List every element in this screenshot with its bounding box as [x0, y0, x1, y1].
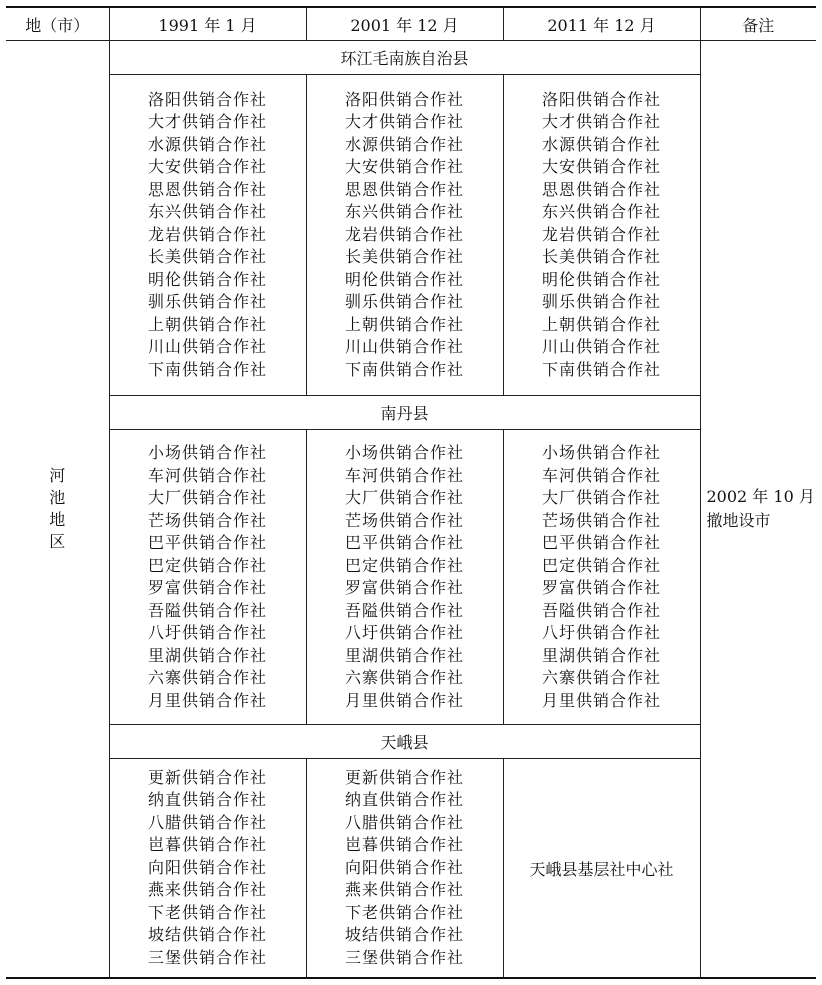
region-cell — [6, 41, 109, 979]
cooperative-name: 芒场供销合作社 — [344, 510, 464, 530]
cooperative-name: 下老供销合作社 — [344, 902, 464, 922]
cooperative-name: 巴平供销合作社 — [147, 533, 267, 552]
county-list-row — [6, 759, 816, 979]
county-row — [6, 41, 816, 75]
cooperative-name: 车河供销合作社 — [147, 465, 267, 485]
cooperative-name: 八圩供销合作社 — [344, 623, 464, 642]
cooperative-name: 里湖供销合作社 — [147, 645, 267, 665]
cooperative-name: 川山供销合作社 — [541, 337, 661, 357]
cooperative-name: 月里供销合作社 — [344, 690, 464, 710]
cooperative-name: 明伦供销合作社 — [344, 269, 464, 289]
county-row — [6, 725, 816, 759]
cooperative-name: 龙岩供销合作社 — [147, 224, 267, 244]
cooperatives-table — [6, 6, 816, 979]
cooperative-name: 下老供销合作社 — [147, 902, 267, 922]
cooperative-name: 罗富供销合作社 — [541, 578, 661, 597]
cooperative-name: 岜暮供销合作社 — [344, 835, 464, 855]
cooperative-name: 六寨供销合作社 — [541, 668, 661, 687]
cooperative-name: 小场供销合作社 — [344, 443, 464, 462]
list-1991 — [109, 75, 306, 396]
cooperative-name: 八圩供销合作社 — [147, 623, 267, 642]
cooperative-name: 驯乐供销合作社 — [344, 292, 464, 312]
cooperative-name: 龙岩供销合作社 — [344, 224, 464, 244]
cooperative-name: 川山供销合作社 — [147, 337, 267, 357]
list-2011 — [503, 430, 700, 725]
cooperative-name: 巴定供销合作社 — [541, 555, 661, 575]
cooperative-name: 八圩供销合作社 — [541, 623, 661, 642]
cooperative-name: 川山供销合作社 — [344, 337, 464, 357]
cooperative-name: 三堡供销合作社 — [147, 947, 267, 967]
cooperative-name: 长美供销合作社 — [344, 247, 464, 267]
cooperative-name: 更新供销合作社 — [147, 767, 267, 787]
cooperative-name: 大安供销合作社 — [147, 157, 267, 177]
cooperative-name: 水源供销合作社 — [541, 134, 661, 154]
cooperative-name: 大厂供销合作社 — [541, 488, 661, 507]
cooperative-name: 八腊供销合作社 — [147, 812, 267, 832]
cooperative-name: 长美供销合作社 — [147, 247, 267, 267]
cooperative-name: 吾隘供销合作社 — [541, 600, 661, 620]
cooperative-name: 向阳供销合作社 — [147, 857, 267, 877]
remark-cell: 2002 年 10 月撤地设市 — [700, 41, 816, 979]
cooperative-name: 思恩供销合作社 — [344, 179, 464, 199]
cooperative-name: 巴平供销合作社 — [344, 533, 464, 552]
cooperative-name: 驯乐供销合作社 — [147, 292, 267, 312]
cooperative-name: 水源供销合作社 — [344, 134, 464, 154]
cooperative-name: 大才供销合作社 — [147, 112, 267, 132]
list-1991 — [109, 759, 306, 979]
cooperative-name: 六寨供销合作社 — [147, 668, 267, 687]
cooperative-name: 东兴供销合作社 — [147, 202, 267, 222]
list-2011 — [503, 75, 700, 396]
cooperative-name: 罗富供销合作社 — [147, 578, 267, 597]
cooperative-name: 巴定供销合作社 — [344, 555, 464, 575]
cooperative-name: 大厂供销合作社 — [147, 488, 267, 507]
cooperative-name: 洛阳供销合作社 — [147, 89, 267, 109]
cooperative-name: 坡结供销合作社 — [147, 925, 267, 945]
cooperative-name: 东兴供销合作社 — [541, 202, 661, 222]
cooperative-name: 上朝供销合作社 — [147, 314, 267, 334]
cooperative-name: 芒场供销合作社 — [541, 510, 661, 530]
cooperative-name: 东兴供销合作社 — [344, 202, 464, 222]
cooperative-name: 月里供销合作社 — [541, 690, 661, 710]
cooperative-name: 岜暮供销合作社 — [147, 835, 267, 855]
cooperative-name: 月里供销合作社 — [147, 690, 267, 710]
cooperative-name: 下南供销合作社 — [147, 359, 267, 379]
cooperative-name: 龙岩供销合作社 — [541, 224, 661, 244]
cooperative-name: 燕来供销合作社 — [147, 880, 267, 900]
county-row — [6, 396, 816, 430]
cooperative-name: 向阳供销合作社 — [344, 857, 464, 877]
cooperative-name: 纳直供销合作社 — [147, 790, 267, 810]
region-name: 河池地区 — [49, 466, 66, 551]
cooperative-name: 大才供销合作社 — [344, 112, 464, 132]
county-name: 环江毛南族自治县 — [109, 41, 700, 75]
cooperative-name: 下南供销合作社 — [344, 359, 464, 379]
cooperative-name: 思恩供销合作社 — [541, 179, 661, 199]
cooperative-name: 大安供销合作社 — [541, 157, 661, 177]
header-row — [6, 7, 816, 41]
cooperative-name: 洛阳供销合作社 — [541, 89, 661, 109]
header-2011: 2011 年 12 月 — [503, 7, 700, 41]
cooperative-name: 六寨供销合作社 — [344, 668, 464, 687]
cooperative-name: 上朝供销合作社 — [344, 314, 464, 334]
cooperative-name: 吾隘供销合作社 — [344, 600, 464, 620]
cooperative-name: 大安供销合作社 — [344, 157, 464, 177]
cooperative-name: 下南供销合作社 — [541, 359, 661, 379]
cooperative-name: 车河供销合作社 — [344, 465, 464, 485]
cooperative-name: 车河供销合作社 — [541, 465, 661, 485]
list-2001 — [306, 759, 503, 979]
cooperative-name: 里湖供销合作社 — [344, 645, 464, 665]
cooperative-name: 大才供销合作社 — [541, 112, 661, 132]
cooperative-name: 洛阳供销合作社 — [344, 89, 464, 109]
cooperative-name: 大厂供销合作社 — [344, 488, 464, 507]
county-name: 天峨县 — [109, 725, 700, 759]
list-2001 — [306, 75, 503, 396]
cooperative-name: 巴定供销合作社 — [147, 555, 267, 575]
cooperative-name: 罗富供销合作社 — [344, 578, 464, 597]
county-list-row — [6, 430, 816, 725]
cooperative-name: 吾隘供销合作社 — [147, 600, 267, 620]
county-list-row — [6, 75, 816, 396]
header-1991: 1991 年 1 月 — [109, 7, 306, 41]
cooperative-name: 长美供销合作社 — [541, 247, 661, 267]
cooperative-name: 纳直供销合作社 — [344, 790, 464, 810]
list-2001 — [306, 430, 503, 725]
cooperative-name: 驯乐供销合作社 — [541, 292, 661, 312]
cooperative-name: 小场供销合作社 — [147, 443, 267, 462]
county-name: 南丹县 — [109, 396, 700, 430]
cooperative-name: 小场供销合作社 — [541, 443, 661, 462]
cooperative-name: 芒场供销合作社 — [147, 510, 267, 530]
header-remark: 备注 — [700, 7, 816, 41]
cooperative-name: 燕来供销合作社 — [344, 880, 464, 900]
cooperative-name: 八腊供销合作社 — [344, 812, 464, 832]
cooperative-name: 明伦供销合作社 — [147, 269, 267, 289]
cooperative-name: 巴平供销合作社 — [541, 533, 661, 552]
list-1991 — [109, 430, 306, 725]
central-coop-note: 天峨县基层社中心社 — [503, 759, 700, 979]
cooperative-name: 坡结供销合作社 — [344, 925, 464, 945]
header-region: 地（市） — [6, 7, 109, 41]
cooperative-name: 上朝供销合作社 — [541, 314, 661, 334]
cooperative-name: 更新供销合作社 — [344, 767, 464, 787]
header-2001: 2001 年 12 月 — [306, 7, 503, 41]
cooperative-name: 里湖供销合作社 — [541, 645, 661, 665]
cooperative-name: 明伦供销合作社 — [541, 269, 661, 289]
cooperative-name: 三堡供销合作社 — [344, 947, 464, 967]
cooperative-name: 思恩供销合作社 — [147, 179, 267, 199]
cooperative-name: 水源供销合作社 — [147, 134, 267, 154]
